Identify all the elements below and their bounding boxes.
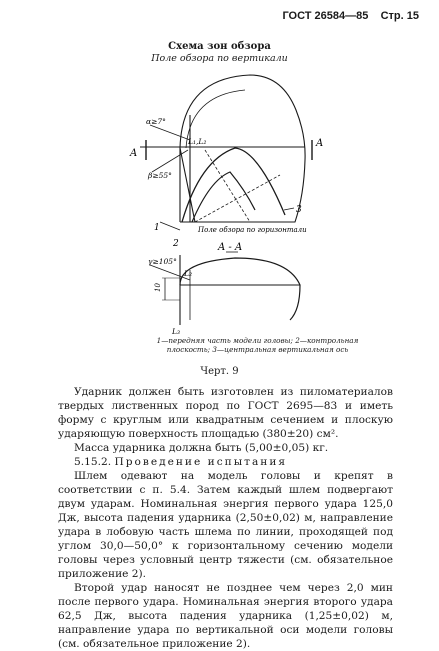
alpha-ray	[150, 125, 190, 140]
callout-3: 3	[296, 205, 302, 215]
paragraph-test-first-impact: Шлем одевают на модель головы и крепят в соответствии с п. 5.4. Затем каждый шлем подвергают двум ударам. Номинальная энергия первого удара 125,0 Дж, высота падения ударника (2,50±0,02) м, направление удара в лобовую часть шлема по линии, проходящей под углом 30,0—50,0° к горизонтальному сечению модели головы через условный центр тяжести (см. обязательное приложение 2).	[58, 470, 393, 580]
section-title: Проведение испытания	[114, 456, 288, 468]
alpha-angle-label: α≥7°	[146, 117, 166, 126]
page-number: Стр. 15	[380, 10, 419, 22]
paragraph-test-second-impact: Второй удар наносят не позднее чем через 2,0 мин после первого удара. Номинальная энергия второго удара 62,5 Дж, высота падения ударника (1,25±0,02) м, направление удара по вертикальной оси модели головы (см. обязательное приложение 2).	[58, 582, 393, 650]
section-aa-label: A - A	[218, 242, 243, 253]
l2-lower-label: L₂	[184, 269, 192, 278]
diagram-title: Схема зон обзора	[168, 41, 271, 52]
l1-l2-label: L₁,L₂	[188, 137, 207, 146]
paragraph-striker-material: Ударник должен быть изготовлен из пиломатериалов твердых лиственных пород по ГОСТ 2695—83 и иметь форму с круглым или квадратным сечением и плоскую ударяющую поверхность площадью (380±20) см².	[58, 386, 393, 440]
section-a-right-label: A	[316, 138, 324, 149]
head-outline-upper	[180, 75, 305, 222]
standard-number: ГОСТ 26584—85	[282, 10, 369, 22]
dimension-10-label: 10	[154, 283, 162, 292]
beta-angle-label: β≥55°	[148, 171, 172, 180]
section-number: 5.15.2.	[74, 456, 112, 468]
section-heading	[58, 455, 393, 469]
l3-label: L₃	[172, 327, 180, 336]
horizontal-field-label: Поле обзора по горизонтали	[198, 226, 307, 234]
callout-2: 2	[173, 239, 179, 249]
body-text	[58, 385, 393, 651]
callout-1: 1	[154, 223, 160, 233]
gamma-angle-label: γ≥105°	[148, 257, 177, 266]
paragraph-striker-mass: Масса ударника должна быть (5,00±0,05) кг.	[74, 442, 329, 454]
head-outline-lower	[180, 258, 300, 320]
diagram-legend: 1—передняя часть модели головы; 2—контрольная плоскость; 3—центральная вертикальная ось	[156, 336, 359, 354]
figure-caption: Черт. 9	[200, 366, 239, 377]
diagram-subtitle: Поле обзора по вертикали	[151, 53, 288, 64]
section-a-left-label: A	[130, 148, 138, 159]
